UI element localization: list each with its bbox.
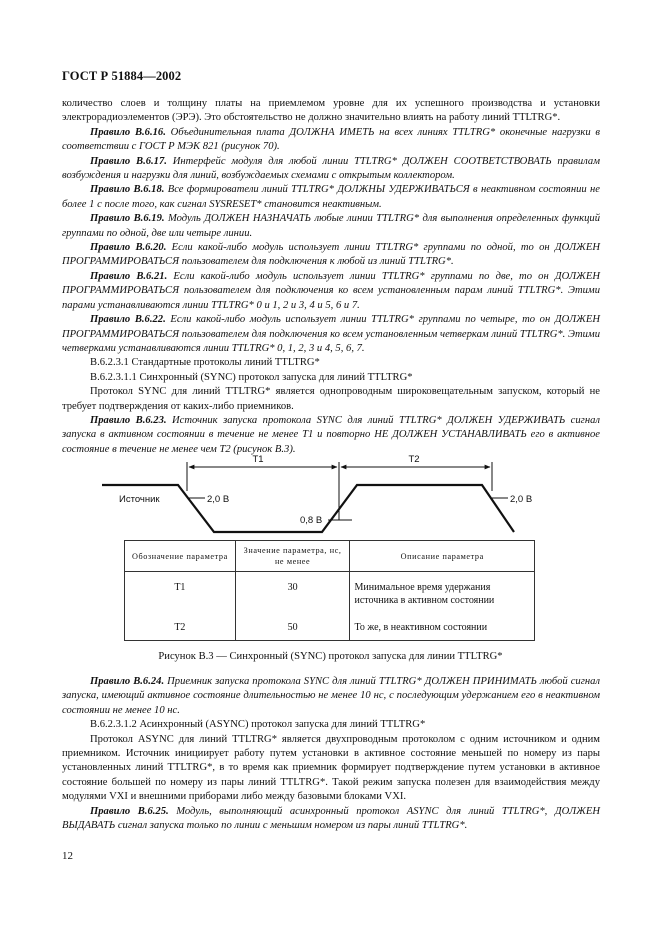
column-header-description: Описание параметра [350,541,535,572]
rule-label: Правило В.6.21. [90,270,168,282]
rule-b6-17 [62,155,600,184]
figure-caption: Рисунок В.3 — Синхронный (SYNC) протокол запуска для линии TTLTRG* [158,651,503,662]
rule-label: Правило В.6.24. [90,676,165,687]
rule-text: Все формирователи линий TTLTRG* ДОЛЖНЫ УДЕРЖИВАТЬСЯ в неактивном состоянии не более 1 с после того, как сигнал SYSRESET* становится неактивным. [62,184,600,210]
rule-label: Правило В.6.20. [90,242,167,254]
rule-text: Модуль ДОЛЖЕН НАЗНАЧАТЬ любые линии TTLTRG* для выполнения определенных функций группами по одной, две или четыре линии. [62,213,600,239]
rule-b6-24 [62,675,600,718]
voltage-high-left: 2,0 В [207,494,230,505]
rule-text: Объединительная плата ДОЛЖНА ИМЕТЬ на всех линиях TTLTRG* оконечные нагрузки в соответствии с ГОСТ Р МЭК 821 (рисунок 70). [62,126,600,153]
column-header-designation: Обозначение параметра [125,541,236,572]
rule-label: Правило В.6.19. [90,213,165,225]
rule-text: Интерфейс модуля для любой линии TTLTRG* ДОЛЖЕН СООТВЕТСТВОВАТЬ правилам возбуждения и нагрузки для линий, возбуждаемых схемами с открытым коллектором. [62,155,600,182]
table-cell: 30 [235,572,350,616]
page-number: 12 [62,850,73,862]
voltage-high-right: 2,0 В [510,494,533,505]
section-heading-b62312: В.6.2.3.1.2 Асинхронный (ASYNC) протокол запуска для линий TTLTRG* [90,719,426,731]
body-text-top [62,97,600,457]
page-header: ГОСТ Р 51884—2002 [62,69,182,83]
rule-b6-16 [62,126,600,155]
rule-label: Правило В.6.16. [90,126,166,138]
rule-text: Модуль, выполняющий асинхронный протокол ASYNC для линий TTLTRG*, ДОЛЖЕН ВЫДАВАТЬ сигнал запуска только по линии с меньшим номером из пары линий TTLTRG*. [62,805,600,832]
rule-label: Правило В.6.17. [90,155,167,167]
source-label: Источник [119,494,160,505]
parameter-table [124,540,535,641]
timing-diagram [62,452,562,534]
column-header-value: Значение параметра, нс, не менее [235,541,350,572]
voltage-low: 0,8 В [300,515,323,526]
rule-text: Приемник запуска протокола SYNC для линий TTLTRG* ДОЛЖЕН ПРИНИМАТЬ любой сигнал запуска, имеющий активное состояние длительностью не менее 10 нс, с последующим удержанием его в неактивном состоянии не менее 10 нс. [62,676,600,716]
rule-text: Если какой-либо модуль использует линии TTLTRG* группами по четыре, то он ДОЛЖЕН ПРОГРАММИРОВАТЬСЯ пользователем для подключения ко всем установленным четверкам линий TTLTRG*. Этими четверками устанавливаются линии TTLTRG* 0, 1, 2, 3 и 4, 5, 6, 7. [62,314,600,354]
table-cell: Т1 [125,572,236,616]
t1-label: Т1 [252,454,264,465]
rule-label: Правило В.6.25. [90,805,169,817]
section-heading-b6231: В.6.2.3.1 Стандартные протоколы линий TTLTRG* [90,357,320,369]
table-cell: Т2 [125,615,236,641]
rule-text: Если какой-либо модуль использует линии TTLTRG* группами по одной, то он ДОЛЖЕН ПРОГРАММИРОВАТЬСЯ пользователем для подключения к любой из линий TTLTRG*. [62,242,600,268]
rule-b6-18 [62,183,600,212]
table-row [125,615,535,641]
rule-label: Правило В.6.18. [90,184,165,196]
table-cell: 50 [235,615,350,641]
rule-label: Правило В.6.22. [90,314,166,326]
rule-text: Источник запуска протокола SYNC для линий TTLTRG* ДОЛЖЕН УДЕРЖИВАТЬ сигнал запуска в активном состоянии в течение не менее Т1 и повторно НЕ ДОЛЖЕН УСТАНАВЛИВАТЬ его в активное состояние в течение не менее чем Т2 (рисунок В.3). [62,414,600,455]
rule-b6-21 [62,270,600,313]
table-cell: То же, в неактивном состоянии [350,615,535,641]
t2-label: Т2 [408,454,420,465]
section-heading-b62311: В.6.2.3.1.1 Синхронный (SYNC) протокол запуска для линий TTLTRG* [90,371,413,383]
rule-b6-25 [62,805,600,834]
paragraph-sync-protocol: Протокол SYNC для линий TTLTRG* является однопроводным широковещательным запуском, который не требует подтверждения от каких-либо приемников. [62,386,600,412]
paragraph-async-protocol: Протокол ASYNC для линий TTLTRG* является двухпроводным протоколом с одним источником и одним приемником. Источник инициирует работу путем установки в активное состояние меньшей по номеру из пары установленных линий TTLTRG*, в то время как приемник формирует подтверждение путем установки в активное состояние большей по номеру из пары линий TTLTRG*. Такой режим запуска полезен для взаимодействия между модулями VXI и внешними приборами либо между базовыми блоками VXI. [62,733,600,803]
table-cell: Минимальное время удержания источника в активном состоянии [350,572,535,616]
rule-b6-23 [62,414,600,457]
rule-b6-20 [62,241,600,270]
paragraph-continuation: количество слоев и толщину платы на приемлемом уровне для их успешного производства и установки электрорадиоэлементов (ЭРЭ). Это обстоятельство не должно значительно влиять на работу линий TTLTRG*. [62,98,600,124]
table-row [125,572,535,616]
rule-b6-22 [62,313,600,356]
table-header-row [125,541,535,572]
rule-label: Правило В.6.23. [90,414,167,426]
rule-text: Если какой-либо модуль использует линии TTLTRG* группами по две, то он ДОЛЖЕН ПРОГРАММИРОВАТЬСЯ пользователем для подключения ко всем установленным парам линий TTLTRG*. Этими парами устанавливаются линии TTLTRG* 0 и 1, 2 и 3, 4 и 5, 6 и 7. [62,270,600,311]
body-text-bottom [62,675,600,833]
rule-b6-19 [62,212,600,241]
